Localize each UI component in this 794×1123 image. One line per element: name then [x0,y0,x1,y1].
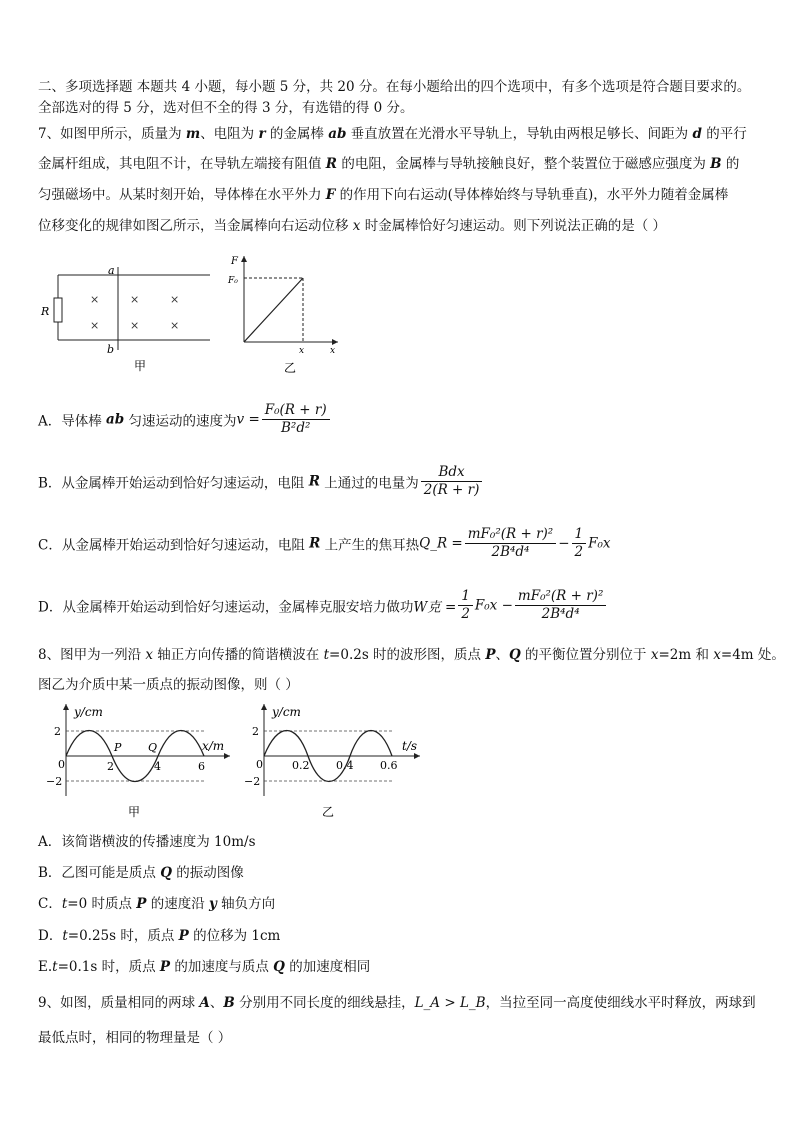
figure-caption-yi: 乙 [284,361,297,374]
q7-option-b[interactable]: B．从金属棒开始运动到恰好匀速运动，电阻 R 上通过的电量为 $\frac{\text{Bdx}}{2(R + r)}$ [38,464,484,499]
force-line [244,278,303,342]
q7-line3: 匀强磁场中。从某时刻开始，导体棒在水平外力 F 的作用下向右运动(导体棒始终与导轨垂直)，水平外力随着金属棒 [38,187,729,203]
svg-text:×: × [130,293,140,306]
wave-y-label: y/cm [74,705,103,719]
wave-point-p: P [114,741,122,754]
q8-wave-figure [40,700,240,822]
magnetic-field-marks [90,293,179,332]
rod-label-b: b [107,343,115,356]
q8-option-a[interactable]: A．该简谐横波的传播速度为 10m/s [38,834,256,850]
q9-line1: 9、如图，质量相同的两球 A、B 分别用不同长度的细线悬挂，L_A > L_B，当拉至同一高度使细线水平时释放，两球到 [38,995,756,1011]
svg-text:×: × [90,293,100,306]
q7-circuit-figure [38,262,218,374]
vib-y-neg: −2 [244,775,261,788]
x-axis-label: x [330,346,336,356]
vib-tick-3: 0.6 [380,759,398,772]
q7-line1: 7、如图甲所示，质量为 m、电阻为 r 的金属棒 ab 垂直放置在光滑水平导轨上，导轨由两根足够长、间距为 d 的平行 [38,126,747,142]
resistor-label: R [41,305,50,318]
q8-option-e[interactable]: E.t=0.1s 时，质点 P 的加速度与质点 Q 的加速度相同 [38,959,371,975]
q7-line4: 位移变化的规律如图乙所示，当金属棒向右运动位移 x 时金属棒恰好匀速运动。则下列说法正确的是（ ） [38,218,667,234]
q8-line1: 8、图甲为一列沿 x 轴正方向传播的简谐横波在 t=0.2s 时的波形图，质点 P、Q 的平衡位置分别位于 x=2m 和 x=4m 处。 [38,647,785,663]
wave-tick-2: 2 [107,760,114,773]
wave-point-q: Q [148,741,158,754]
vib-origin: 0 [256,758,263,771]
vib-tick-1: 0.2 [292,759,310,772]
vib-tick-2: 0.4 [336,759,354,772]
wave-origin: 0 [58,758,65,771]
y-axis-label: F [231,256,238,267]
q7-option-a[interactable]: A．导体棒 ab 匀速运动的速度为v = $\frac{\text{F₀(R + r)}}{\text{B²d²}}$ [38,402,332,437]
q8-line2: 图乙为介质中某一质点的振动图像，则（ ） [38,677,299,693]
figure-caption-jia: 甲 [134,359,147,373]
wave-y-pos: 2 [54,725,61,738]
q8-option-c[interactable]: C．t=0 时质点 P 的速度沿 y 轴负方向 [38,896,276,912]
wave-tick-6: 6 [198,760,205,773]
q7-line2: 金属杆组成，其电阻不计，在导轨左端接有阻值 R 的电阻，金属棒与导轨接触良好，整个装置位于磁感应强度为 B 的 [38,156,740,172]
q9-line2: 最低点时，相同的物理量是（ ） [38,1030,232,1046]
q7-force-graph [226,250,346,374]
vib-caption: 乙 [322,805,335,819]
rod-label-a: a [108,264,115,277]
wave-caption: 甲 [128,805,141,819]
vib-x-label: t/s [402,739,418,753]
q7-option-c[interactable]: C．从金属棒开始运动到恰好匀速运动，电阻 R 上产生的焦耳热Q_R = $\frac{\text{mF₀²(R + r)²}}{\text{2B⁴d⁴}}$ − $\frac{1}{2}$ F₀x [38,526,611,560]
q8-option-b[interactable]: B．乙图可能是质点 Q 的振动图像 [38,865,244,881]
f0-label: F₀ [228,276,238,286]
x0-label: x [299,346,305,356]
svg-text:×: × [130,319,140,332]
q8-option-d[interactable]: D．t=0.25s 时，质点 P 的位移为 1cm [38,928,281,944]
wave-tick-4: 4 [154,760,161,773]
wave-x-label: x/m [202,739,225,753]
svg-text:×: × [90,319,100,332]
vib-y-pos: 2 [252,725,259,738]
section-heading-line1: 二、多项选择题 本题共 4 小题，每小题 5 分，共 20 分。在每小题给出的四个选项中，有多个选项是符合题目要求的。 [38,79,751,95]
q8-vibration-figure [240,700,430,822]
svg-text:×: × [170,319,180,332]
svg-text:×: × [170,293,180,306]
section-heading-line2: 全部选对的得 5 分，选对但不全的得 3 分，有选错的得 0 分。 [38,100,414,116]
wave-y-neg: −2 [46,775,63,788]
q7-option-d[interactable]: D．从金属棒开始运动到恰好匀速运动，金属棒克服安培力做功W克 = $\frac{1}{2}$ F₀x − $\frac{\text{mF₀²(R + r)²}}{\text{2B⁴d⁴}}$ [38,588,608,623]
vib-y-label: y/cm [272,705,301,719]
resistor [54,298,62,322]
